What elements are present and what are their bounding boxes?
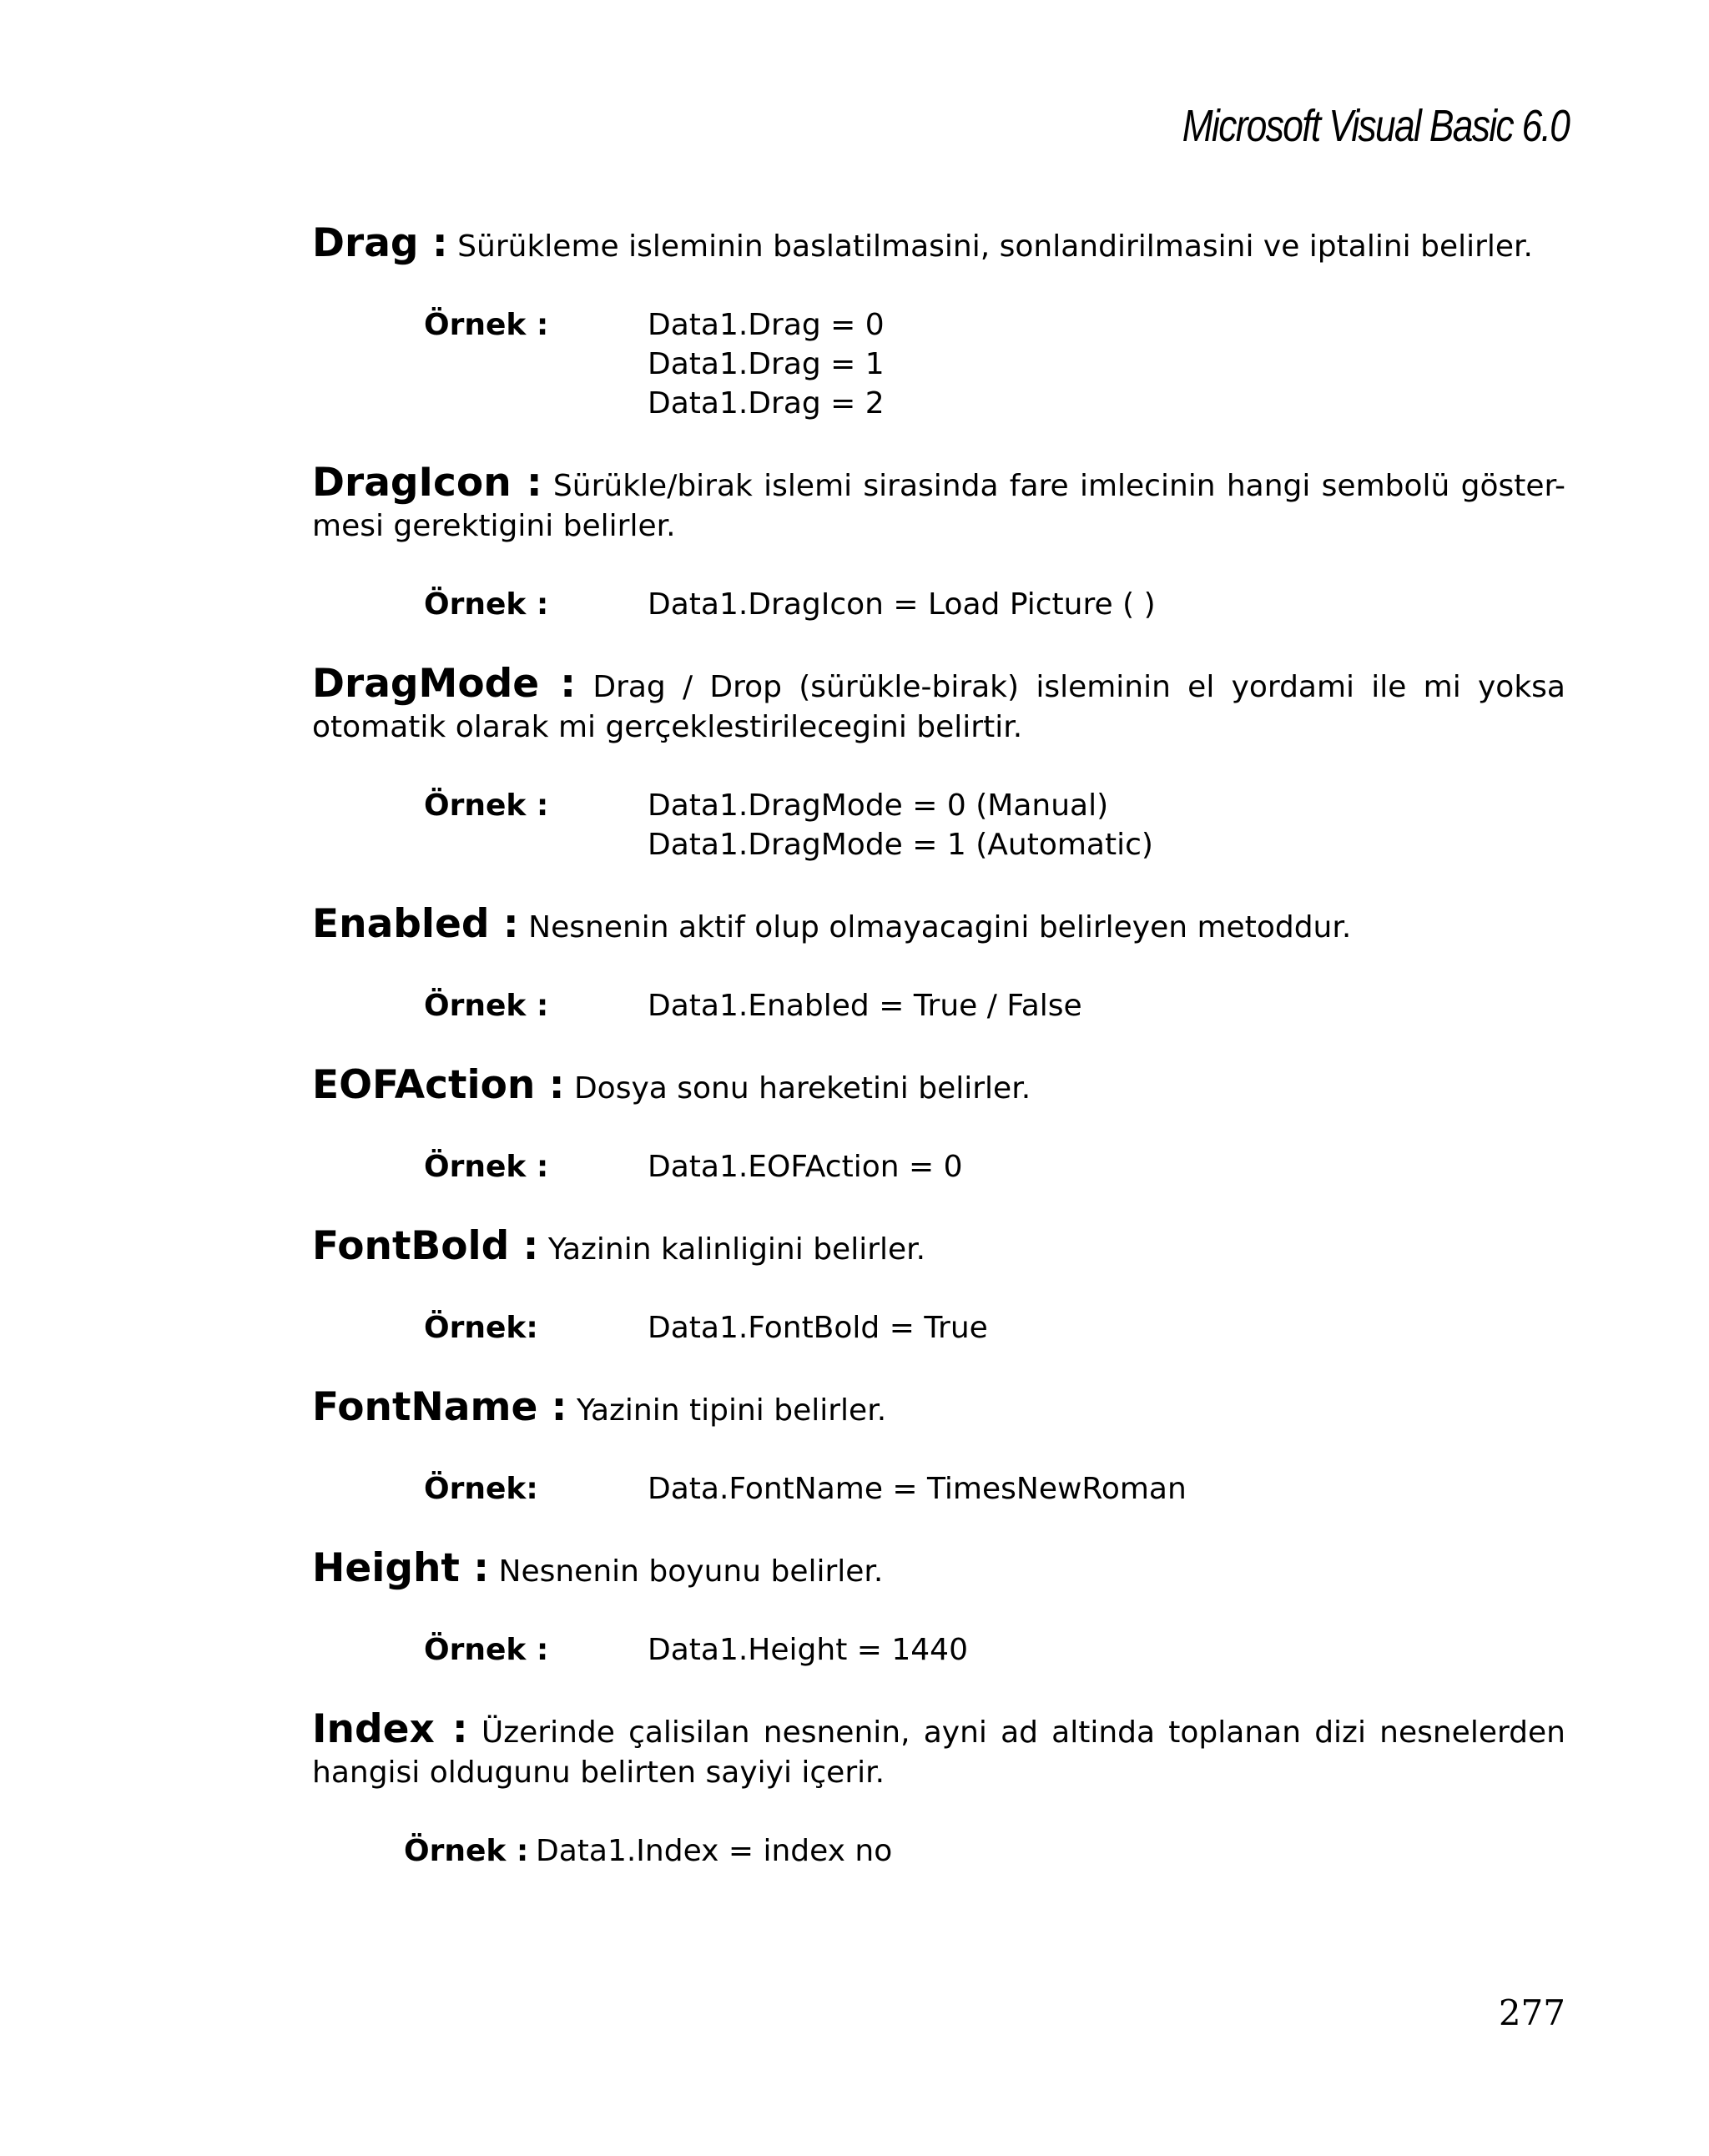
example-label: Örnek: (424, 1311, 538, 1345)
entry-dragmode (312, 661, 1565, 864)
description: Sürükleme isleminin baslatilmasini, sonlandirilmasini ve iptalini belirler. (457, 229, 1533, 264)
example-block (312, 786, 1565, 864)
code-line: Data1.Drag = 0 (648, 308, 885, 342)
running-header: Microsoft Visual Basic 6.0 (1182, 101, 1569, 151)
code-line: Data1.Drag = 1 (648, 347, 885, 381)
example-label: Örnek : (404, 1834, 529, 1868)
term: DragIcon : (312, 460, 542, 506)
description: Yazinin tipini belirler. (576, 1393, 887, 1428)
description: Yazinin kalinligini belirler. (547, 1232, 926, 1267)
definition (312, 1062, 1565, 1109)
example-label: Örnek: (424, 1472, 538, 1506)
term: Height : (312, 1545, 490, 1591)
example-code (536, 1831, 1565, 1871)
example-code (648, 786, 1565, 864)
entry-eofaction (312, 1062, 1565, 1186)
example-label: Örnek : (424, 587, 549, 622)
description: Dosya sonu hareketini belirler. (573, 1071, 1031, 1106)
definition (312, 1545, 1565, 1592)
entry-fontname (312, 1384, 1565, 1509)
description: Drag / Drop (sürükle-birak) isleminin el yordami ile mi yoksa otomatik olarak mi gerçeklestirilecegini belirtir. (312, 670, 1565, 744)
entry-enabled (312, 901, 1565, 1025)
term: EOFAction : (312, 1062, 565, 1108)
term: FontBold : (312, 1223, 539, 1269)
example-code (648, 1147, 1565, 1186)
description: Nesnenin boyunu belirler. (498, 1554, 884, 1589)
term: DragMode : (312, 661, 577, 707)
entry-height (312, 1545, 1565, 1670)
definition (312, 1706, 1565, 1793)
definition (312, 460, 1565, 547)
code-line: Data1.Index = index no (536, 1834, 893, 1868)
example-block (312, 305, 1565, 423)
description: Üzerinde çalisilan nesnenin, ayni ad altinda toplanan dizi nesnelerden hangisi oldugunu belirten sayiyi içerir. (312, 1715, 1565, 1790)
code-line: Data1.DragIcon = Load Picture ( ) (648, 587, 1156, 622)
example-label: Örnek : (424, 1150, 549, 1184)
definition (312, 661, 1565, 748)
term: Index : (312, 1706, 468, 1752)
term: Drag : (312, 220, 448, 266)
code-line: Data1.Height = 1440 (648, 1633, 968, 1667)
term: FontName : (312, 1384, 567, 1430)
code-line: Data.FontName = TimesNewRoman (648, 1472, 1187, 1506)
example-code (648, 585, 1565, 624)
code-line: Data1.Enabled = True / False (648, 989, 1082, 1023)
example-label: Örnek : (424, 989, 549, 1023)
description: Sürükle/birak islemi sirasinda fare imlecinin hangi sembolü göster-mesi gerektigini belirler. (312, 469, 1565, 543)
description: Nesnenin aktif olup olmayacagini belirleyen metoddur. (528, 910, 1352, 945)
definition (312, 1384, 1565, 1431)
code-line: Data1.Drag = 2 (648, 386, 885, 421)
example-block (312, 986, 1565, 1025)
code-line: Data1.DragMode = 0 (Manual) (648, 788, 1109, 823)
example-code (648, 1630, 1565, 1670)
code-line: Data1.FontBold = True (648, 1311, 988, 1345)
example-code (648, 305, 1565, 423)
example-block (312, 1308, 1565, 1348)
example-block (312, 1147, 1565, 1186)
example-label: Örnek : (424, 1633, 549, 1667)
example-block (312, 1630, 1565, 1670)
example-block (312, 585, 1565, 624)
property-list (312, 220, 1565, 1871)
example-label: Örnek : (424, 308, 549, 342)
entry-fontbold (312, 1223, 1565, 1348)
definition (312, 1223, 1565, 1270)
example-code (648, 986, 1565, 1025)
entry-dragicon (312, 460, 1565, 624)
definition (312, 901, 1565, 948)
example-block (312, 1831, 1565, 1871)
term: Enabled : (312, 901, 519, 947)
code-line: Data1.DragMode = 1 (Automatic) (648, 828, 1153, 862)
entry-index (312, 1706, 1565, 1871)
entry-drag (312, 220, 1565, 423)
page-number: 277 (1498, 1992, 1565, 2033)
example-code (648, 1308, 1565, 1348)
example-code (648, 1469, 1565, 1509)
example-label: Örnek : (424, 788, 549, 823)
definition (312, 220, 1565, 267)
code-line: Data1.EOFAction = 0 (648, 1150, 963, 1184)
example-block (312, 1469, 1565, 1509)
